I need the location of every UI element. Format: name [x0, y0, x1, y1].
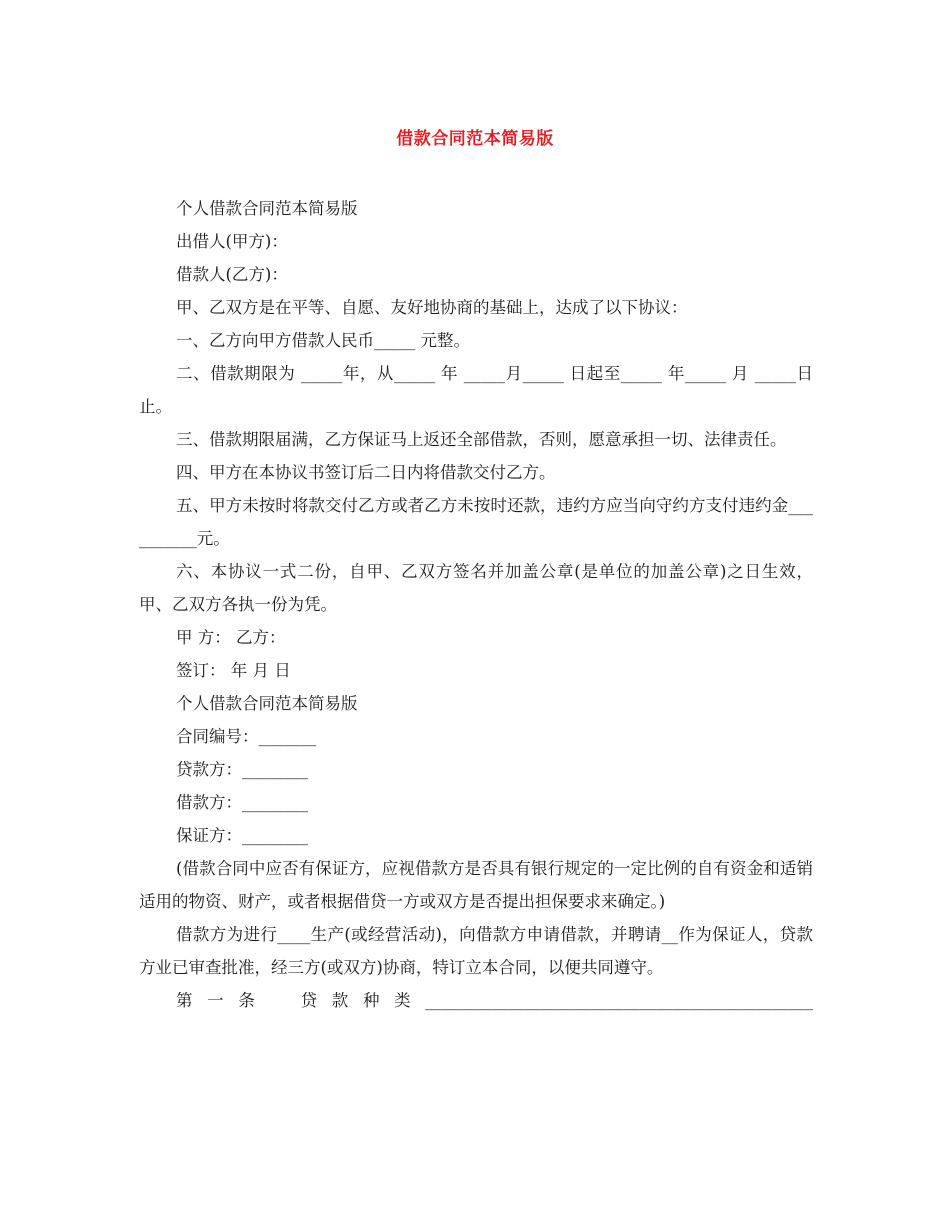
contract-number-field: 合同编号：_______ — [176, 727, 317, 746]
paragraph: 出借人(甲方)： — [176, 232, 288, 251]
paragraph: 借款方为进行____生产(或经营活动)，向借款方申请借款，并聘请__作为保证人，贷款方业已审查批准，经三方(或双方)协商，特订立本合同，以便共同遵守。 — [139, 925, 813, 977]
paragraph: 四、甲方在本协议书签订后二日内将借款交付乙方。 — [176, 463, 556, 482]
paragraph: 一、乙方向甲方借款人民币_____ 元整。 — [176, 331, 470, 350]
article-one-loan-type: 第一条 贷款种类_______________________________________________ — [176, 991, 813, 1010]
paragraph: 三、借款期限届满，乙方保证马上返还全部借款，否则，愿意承担一切、法律责任。 — [176, 430, 787, 449]
paragraph: 个人借款合同范本简易版 — [176, 694, 358, 713]
guarantor-field: 保证方：________ — [176, 826, 308, 845]
paragraph: 个人借款合同范本简易版 — [176, 199, 358, 218]
borrower-field: 借款方：________ — [176, 793, 308, 812]
paragraph: 二、借款期限为 _____年，从_____ 年 _____月_____ 日起至_____ 年_____ 月 _____日止。 — [139, 364, 813, 416]
paragraph: 甲、乙双方是在平等、自愿、友好地协商的基础上，达成了以下协议： — [176, 298, 688, 317]
lender-field: 贷款方：________ — [176, 760, 308, 779]
paragraph: 借款人(乙方)： — [176, 265, 288, 284]
paragraph: 五、甲方未按时将款交付乙方或者乙方未按时还款，违约方应当向守约方支付违约金__________元。 — [139, 496, 813, 548]
document-body — [139, 192, 813, 1017]
document-title: 借款合同范本简易版 — [396, 129, 554, 149]
signature-line: 甲 方： 乙方： — [176, 628, 286, 647]
paragraph: (借款合同中应否有保证方，应视借款方是否具有银行规定的一定比例的自有资金和适销适用的物资、财产，或者根据借贷一方或双方是否提出担保要求来确定。) — [139, 859, 813, 911]
date-line: 签订： 年 月 日 — [176, 661, 291, 680]
paragraph: 六、本协议一式二份，自甲、乙双方签名并加盖公章(是单位的加盖公章)之日生效，甲、乙双方各执一份为凭。 — [139, 562, 813, 614]
